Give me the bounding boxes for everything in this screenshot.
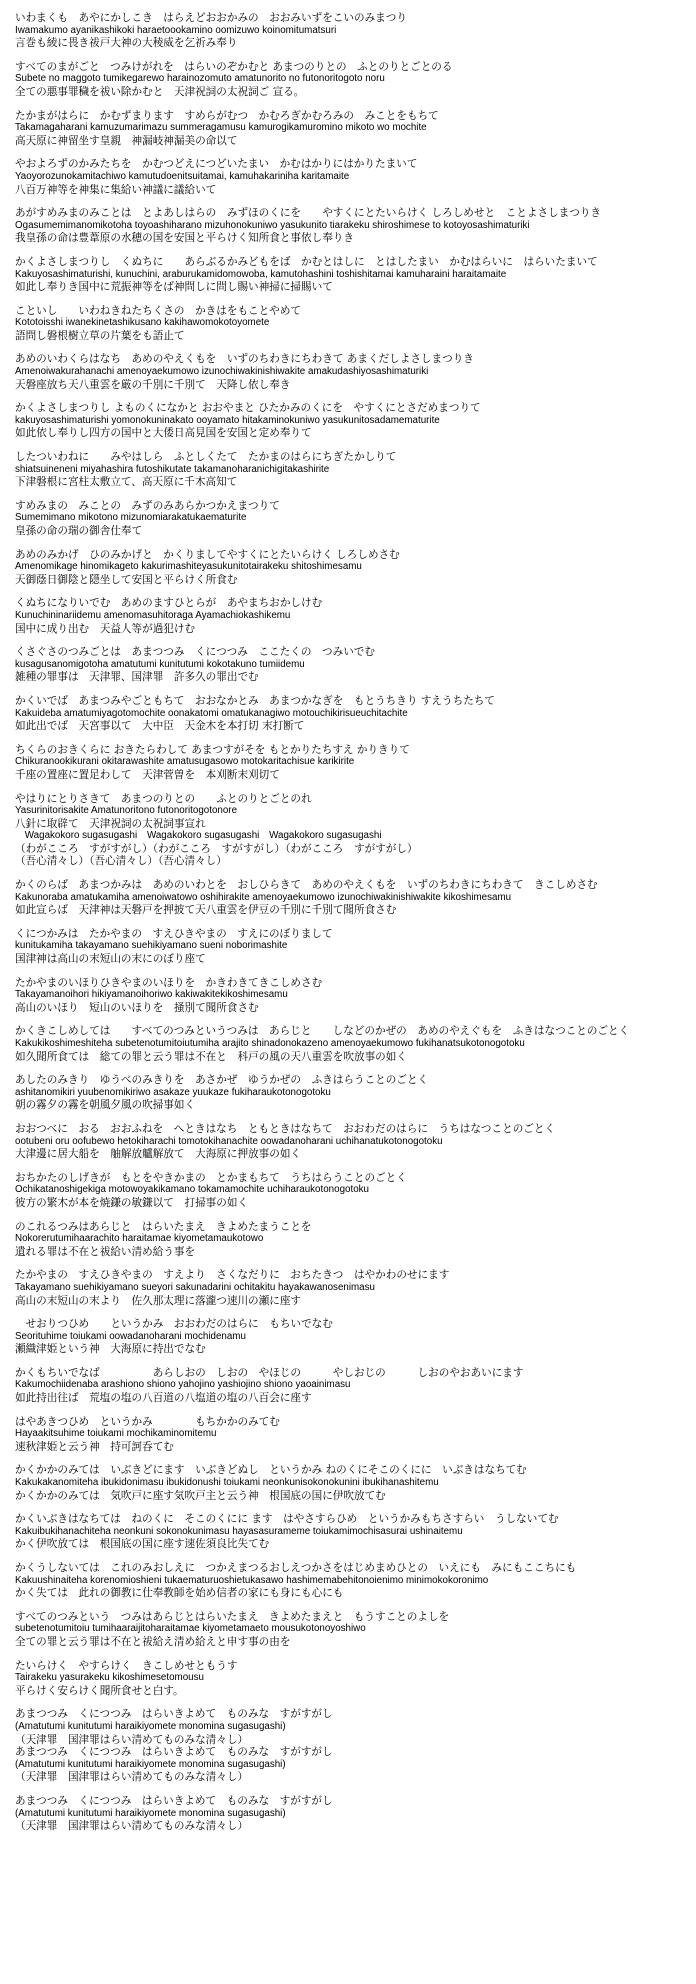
stanza-line: くにつかみは たかやまの すえひきやまの すえにのぼりまして: [15, 927, 333, 940]
stanza: [15, 1172, 686, 1210]
stanza-line: あがすめみまのみことは とよあしはらの みずほのくにを やすくにとたいらけく しろしめせと ことよさしまつりき: [15, 207, 602, 220]
stanza-line: あめのみかげ ひのみかげと かくりましてやすくにとたいらけく しろしめさむ: [15, 548, 400, 561]
stanza: [15, 1269, 686, 1307]
stanza-line: 如此出でば 天宮事以て 大中臣 天金木を本打切 末打断て: [15, 720, 305, 733]
stanza-line: すべてのつみという つみはあらじとはらいたまえ きよめたまえと もうすことのよしを: [15, 1610, 450, 1623]
stanza-line: Kakuushinaiteha korenomioshieni tukaematuruoshietukasawo hashimemabehitonoienimo minimokokoronimo: [15, 1574, 489, 1586]
stanza-line: subetenotumitoiu tumihaaraijitoharaitamae kiyometamaeto mousukotonoyoshiwo: [15, 1623, 366, 1635]
stanza-line: かくきこしめしては すべてのつみというつみは あらじと しなどのかぜの あめのやえぐもを ふきはなつことのごとく: [15, 1025, 630, 1038]
stanza-line: あまつつみ くにつつみ はらいきよめて ものみな すがすがし: [15, 1708, 333, 1721]
stanza-line: Kakumochiidenaba arashiono shiono yahojino yashiojino shiono yaoainimasu: [15, 1379, 351, 1391]
stanza-line: かくうしないては これのみおしえに つかえまつるおしえつかさをはじめまめひとの いえにも みにもここちにも: [15, 1562, 577, 1574]
stanza: [15, 1562, 686, 1600]
stanza: [15, 1660, 686, 1698]
stanza-line: くぬちになりいでむ あめのますひとらが あやまちおかしけむ: [15, 597, 323, 610]
stanza-line: あまつつみ くにつつみ はらいきよめて ものみな すがすがし: [15, 1746, 333, 1759]
stanza: [15, 549, 686, 587]
stanza: [15, 500, 686, 538]
stanza-line: 如此宣らば 天津神は天磐戸を押披て天八重雲を伊豆の千別に千別て聞所食さむ: [15, 904, 397, 917]
stanza-line: 彼方の繁木が本を焼鎌の敏鎌以て 打掃事の如く: [15, 1196, 249, 1209]
stanza-line: Tairakeku yasurakeku kikoshimesetomousu: [15, 1672, 204, 1684]
stanza-line: 朝の霧夕の霧を朝風夕風の吹掃事如く: [15, 1099, 196, 1112]
stanza-line: はやあきつひめ というかみ もちかかのみてむ: [15, 1415, 280, 1428]
stanza-line: 我皇孫の命は豊葦原の水穂の国を安国と平らけく知所食と事依し奉りき: [15, 232, 354, 245]
stanza-line: （天津罪 国津罪はらい清めてものみな清々し）: [15, 1820, 249, 1833]
stanza-line: すべてのまがごと つみけがれを はらいのぞかむと あまつのりとの ふとのりとごとのる: [15, 60, 453, 73]
stanza-line: 皇孫の命の瑞の御舎仕奉て: [15, 525, 143, 537]
stanza-line: 天御蔭日御陰と隠坐して安国と平らけく所食む: [15, 573, 238, 586]
stanza-line: したついわねに みやはしら ふとしくたて たかまのはらにちぎたかしりて: [15, 451, 397, 464]
stanza-line: 千座の置座に置足わして 天津菅曽を 本刈断末刈切て: [15, 768, 280, 781]
stanza-line: （天津罪 国津罪はらい清めてものみな清々し）: [15, 1733, 249, 1746]
stanza-line: かくかかのみては いぶきどにます いぶきどぬし というかみ ねのくにそこのくにに いぶきはなちてむ: [15, 1464, 527, 1477]
stanza-line: Subete no maggoto tumikegarewo harainozomuto amatunorito no futonoritogoto noru: [15, 73, 385, 85]
stanza-line: かくよさしまつりし くぬちに あらぶるかみどもをば かむとはしに とはしたまい かむはらいに はらいたまいて: [15, 255, 598, 268]
stanza-line: のこれるつみはあらじと はらいたまえ きよめたまうことを: [15, 1220, 312, 1233]
stanza: [15, 158, 686, 196]
stanza-line: くさぐさのつみごとは あまつつみ くにつつみ ここたくの つみいでむ: [15, 646, 375, 659]
stanza: [15, 928, 686, 966]
stanza-line: shiatsuineneni miyahashira futoshikutate takamanoharanichigitakashirite: [15, 463, 330, 475]
stanza-line: 遺れる罪は不在と祓給い清め給う事を: [15, 1245, 196, 1258]
stanza-line: かくいぶきはなちては ねのくに そこのくにに ます はやさすらひめ というかみもちさすらい うしないてむ: [15, 1513, 559, 1526]
stanza-line: いわまくも あやにかしこき はらえどおおかみの おおみいずをこいのみまつり: [15, 12, 407, 24]
stanza-line: Yaoyorozunokamitachiwo kamutudoenitsuitamai, kamuhakariniha karitamaite: [15, 170, 350, 182]
stanza: [15, 256, 686, 294]
stanza-line: ootubeni oru oofubewo hetokiharachi tomotokihanachite oowadanoharani uchihanatukotonogotoku: [15, 1135, 443, 1147]
stanza: [15, 793, 686, 869]
stanza-line: かくもちいでなば あらしおの しおの やほじの やしおじの しおのやおあいにます: [15, 1366, 524, 1379]
stanza-line: おちかたのしげきが もとをやきかまの とかまもちて うちはらうことのごとく: [15, 1171, 407, 1184]
stanza-line: 高天原に神留坐す皇親 神漏岐神漏美の命以て: [15, 134, 238, 147]
stanza-line: 如久聞所食ては 総ての罪と云う罪は不在と 科戸の風の天八重雲を吹放事の如く: [15, 1050, 407, 1063]
stanza-line: 如此し奉りき国中に荒振神等をば神問しに問し賜い神掃に掃賜いて: [15, 281, 333, 294]
stanza: [15, 977, 686, 1015]
stanza-line: Yasurinitorisakite Amatunoritono futonoritogotonore: [15, 805, 238, 817]
stanza: [15, 695, 686, 733]
stanza-line: 雑種の罪事は 天津罪、国津罪 許多久の罪出でむ: [15, 671, 259, 684]
stanza-line: 国津神は高山の末短山の末にのぼり座て: [15, 953, 206, 966]
stanza-line: こといし いわねきねたちくさの かきはをもことやめて: [15, 304, 302, 317]
stanza-line: 如此持出往ば 荒塩の塩の八百道の八塩道の塩の八百会に座す: [15, 1392, 312, 1405]
stanza-line: あしたのみきり ゆうべのみきりを あさかぜ ゆうかぜの ふきはらうことのごとく: [15, 1074, 429, 1087]
stanza: [15, 1025, 686, 1063]
stanza-line: Chikuranookikurani okitarawashite amatusugasowo motokaritachisue karikirite: [15, 756, 355, 768]
stanza-line: kunitukamiha takayamano suehikiyamano sueni noborimashite: [15, 940, 288, 952]
stanza-line: kusagusanomigotoha amatutumi kunitutumi kokotakuno tumiidemu: [15, 658, 305, 670]
stanza-line: ashitanomikiri yuubenomikiriwo asakaze yuukaze fukiharaukotonogotoku: [15, 1086, 331, 1098]
stanza-line: あめのいわくらはなち あめのやえくもを いずのちわきにちわきて あまくだしよさしまつりき: [15, 353, 474, 366]
stanza-line: （吾心清々し）（吾心清々し）（吾心清々し）: [15, 855, 227, 868]
stanza-line: Kakuyosashimaturishi, kunuchini, araburukamidomowoba, kamutohashini toshishitamai kamuharaini haraitamaite: [15, 268, 507, 280]
stanza-line: 国中に成り出む 天益人等が過犯けむ: [15, 622, 196, 635]
stanza: [15, 1708, 686, 1784]
stanza: [15, 1318, 686, 1356]
stanza-line: たいらけく やすらけく きこしめせともうす: [15, 1659, 238, 1672]
stanza-line: kakuyosashimaturishi yomonokuninakato ooyamato hitakaminokuniwo yasukunitosadamematurite: [15, 414, 440, 426]
stanza: [15, 1464, 686, 1502]
stanza-line: 全ての罪と云う罪は不在と祓給え清め給えと申す事の由を: [15, 1635, 291, 1648]
stanza-line: 大津邊に居大船を 舳解放艫解放て 大海原に押放事の如く: [15, 1148, 302, 1161]
stanza-line: Kunuchininariidemu amenomasuhitoraga Ayamachiokashikemu: [15, 609, 291, 621]
stanza-line: 高山の末短山の末より 佐久那太理に落瀧つ速川の瀬に座す: [15, 1294, 302, 1307]
stanza-line: 瀬織津姫という神 大海原に持出でなむ: [15, 1343, 206, 1356]
stanza-line: かく失ては 此れの御教に仕奉教師を始め信者の家にも身にも心にも: [15, 1587, 344, 1600]
stanza-line: 如此依し奉りし四方の国中と大倭日高見国を安国と定め奉りて: [15, 427, 312, 440]
stanza: [15, 597, 686, 635]
stanza-line: 天磐座放ち天八重雲を厳の千別に千別て 天降し依し奉き: [15, 378, 291, 391]
stanza: [15, 451, 686, 489]
stanza-line: すめみまの みことの みずのみあらかつかえまつりて: [15, 499, 280, 512]
stanza-line: Sumemimano mikotono mizunomiarakatukaematurite: [15, 512, 247, 524]
stanza: [15, 305, 686, 343]
stanza-line: 下津磐根に宮柱太敷立て、高天原に千木高知て: [15, 476, 238, 489]
stanza: [15, 61, 686, 99]
stanza: [15, 1513, 686, 1551]
stanza-line: Ogasumemimanomikotoha toyoashiharano mizuhonokuniwo yasukunito tiarakeku shiroshimese to kotoyosashimaturiki: [15, 219, 530, 231]
stanza-line: おおつべに おる おおふねを へときはなち ともときはなちて おおわだのはらに うちはなつことのごとく: [15, 1122, 556, 1135]
stanza-line: （わがこころ すがすがし）（わがこころ すがすがし）（わがこころ すがすがし）: [15, 842, 418, 855]
stanza-line: Takamagaharani kamuzumarimazu summeragamusu kamurogikamuromino mikoto wo mochite: [15, 122, 427, 134]
stanza-line: あまつつみ くにつつみ はらいきよめて ものみな すがすがし: [15, 1794, 333, 1807]
stanza-line: かくいでば あまつみやごともちて おおなかとみ あまつかなぎを もとうちきり すえうちたちて: [15, 694, 495, 707]
stanza: [15, 1221, 686, 1259]
stanza: [15, 353, 686, 391]
stanza-line: Takayamano suehikiyamano sueyori sakunadarini ochitakitu hayakawanosenimasu: [15, 1281, 375, 1293]
stanza-line: Kototoisshi iwanekinetashikusano kakihawomokotoyomete: [15, 317, 270, 329]
stanza-line: せおりつひめ というかみ おおわだのはらに もちいでなむ: [15, 1318, 333, 1331]
stanza: [15, 402, 686, 440]
stanza-line: 平らけく安らけく聞所食せと白す。: [15, 1684, 184, 1697]
stanza-line: 速秋津姫と云う神 持可訶呑てむ: [15, 1440, 174, 1453]
stanza: [15, 879, 686, 917]
stanza-line: Ochikatanoshigekiga motowoyakikamano tokamamochite uchiharaukotonogotoku: [15, 1184, 369, 1196]
stanza: [15, 1367, 686, 1405]
stanza-line: Seorituhime toiukami oowadanoharani mochidenamu: [15, 1330, 246, 1342]
stanza-line: Nokorerutumihaarachito haraitamae kiyometamaukotowo: [15, 1233, 264, 1245]
stanza-line: やはりにとりさきて あまつのりとの ふとのりとごとのれ: [15, 792, 312, 805]
stanza: [15, 1416, 686, 1454]
stanza-line: ちくらのおきくらに おきたらわして あまつすがそを もとかりたちすえ かりきりて: [15, 743, 410, 756]
stanza-line: 言巻も綾に畏き祓戸大神の大稜威を乞祈み奉り: [15, 37, 238, 50]
stanza: [15, 207, 686, 245]
stanza-line: たかやまのいほりひきやまのいほりを かきわきてきこしめさむ: [15, 976, 323, 989]
stanza-line: 八百万神等を神集に集給い神議に議給いて: [15, 183, 217, 196]
stanza-line: Takayamanoihori hikiyamanoihoriwo kakiwakitekikoshimesamu: [15, 989, 288, 1001]
stanza-line: (Amatutumi kunitutumi haraikiyomete monomina sugasugashi): [15, 1758, 286, 1770]
stanza-line: Amenoiwakurahanachi amenoyaekumowo izunochiwakinishiwakite amakudashiyosashimaturiki: [15, 366, 429, 378]
stanza-line: Hayaakitsuhime toiukami mochikaminomitemu: [15, 1428, 217, 1440]
stanza-line: やおよろずのかみたちを かむつどえにつどいたまい かむはかりにはかりたまいて: [15, 158, 418, 171]
stanza-line: Iwamakumo ayanikashikoki haraetoookamino oomizuwo koinomitumatsuri: [15, 24, 337, 36]
stanza: [15, 1611, 686, 1649]
stanza: [15, 110, 686, 148]
stanza-line: たかまがはらに かむずまります すめらがむつ かむろぎかむろみの みことをもちて: [15, 109, 439, 122]
stanza: [15, 744, 686, 782]
stanza-line: 語問し磐根樹立草の片葉をも語止て: [15, 329, 185, 342]
stanza-line: Kakuideba amatumiyagotomochite oonakatomi omatukanagiwo motouchikirisueuchitachite: [15, 707, 408, 719]
stanza-line: 高山のいほり 短山のいほりを 掻別て聞所食さむ: [15, 1001, 259, 1014]
stanza-line: (Amatutumi kunitutumi haraikiyomete monomina sugasugashi): [15, 1720, 286, 1732]
stanza-line: （天津罪 国津罪はらい清めてものみな清々し）: [15, 1771, 249, 1784]
stanza: [15, 1074, 686, 1112]
stanza-line: たかやまの すえひきやまの すえより さくなだりに おちたきつ はやかわのせにます: [15, 1269, 450, 1282]
stanza-line: Amenomikage hinomikageto kakurimashiteyasukunitotairakeku shitoshimesamu: [15, 561, 362, 573]
stanza-line: かく伊吹放ては 根国底の国に座す速佐須良比失てむ: [15, 1538, 270, 1551]
stanza-line: (Amatutumi kunitutumi haraikiyomete monomina sugasugashi): [15, 1807, 286, 1819]
stanza-line: Kakukakanomiteha ibukidonimasu ibukidonushi toiukami neonkunisokonokunini ibukihanashitemu: [15, 1477, 439, 1489]
stanza-line: かくのらば あまつかみは あめのいわとを おしひらきて あめのやえくもを いずのちわきにちわきて きこしめさむ: [15, 879, 598, 892]
stanza-line: かくよさしまつりし よものくになかと おおやまと ひたかみのくにを やすくにとさだめまつりて: [15, 402, 481, 415]
stanza: [15, 12, 686, 50]
stanza: [15, 646, 686, 684]
stanza-line: Kakukikoshimeshiteha subetenotumitoiutumiha arajito shinadonokazeno amenoyaekumowo fukihanatsukotonogotoku: [15, 1038, 525, 1049]
stanza-line: 八針に取辟て 天津祝詞の太祝詞事宣れ: [15, 817, 206, 830]
stanza-line: 全ての悪事罪穢を祓い除かむと 天津祝詞の太祝詞ご 宣る。: [15, 85, 305, 98]
stanza: [15, 1123, 686, 1161]
stanza-line: Wagakokoro sugasugashi Wagakokoro sugasugashi Wagakokoro sugasugashi: [15, 830, 382, 842]
stanza: [15, 1795, 686, 1833]
stanza-line: かくかかのみては 気吹戸に座す気吹戸主と云う神 根国底の国に伊吹放てむ: [15, 1489, 386, 1502]
stanza-line: Kakuibukihanachiteha neonkuni sokonokunimasu hayasasurameme toiukamimochisasurai ushinaitemu: [15, 1525, 463, 1537]
stanza-line: Kakunoraba amatukamiha amenoiwatowo oshihirakite amenoyaekumowo izunochiwakinishiwakite kikoshimesamu: [15, 891, 512, 903]
